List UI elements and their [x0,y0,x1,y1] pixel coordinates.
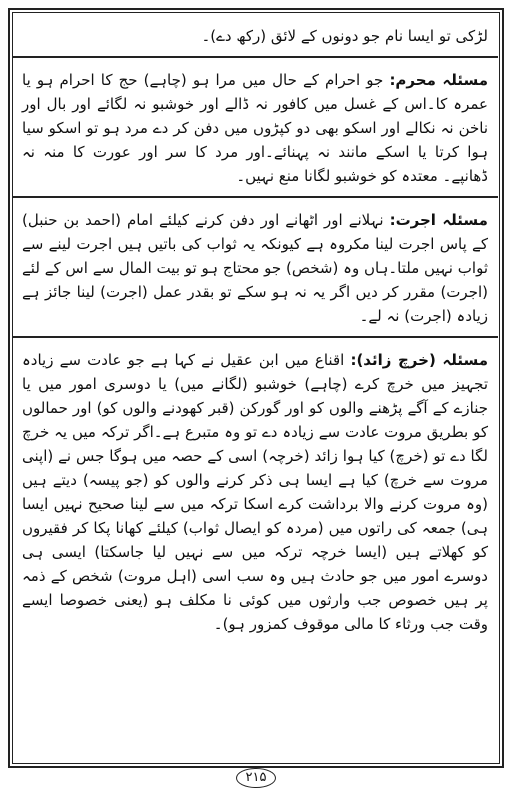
section-ujrat-heading: مسئلہ اجرت: [389,211,488,229]
page-number: ۲۱۵ [236,768,276,788]
section-ujrat-line-1: نہلانے اور اٹھانے اور دفن کرنے کیلئے امام (احمد بن حنبل) کے پاس [22,211,488,253]
section-muhrim-text [22,68,488,188]
section-kharch-line-9: (اہل مروت) شخص کے ذمہ پر ہیں خصوص جب وارثوں میں کوئی نا مکلف ہو (یعنی خصوصا [22,567,488,609]
section-muhrim-heading: مسئلہ محرم: [389,71,488,89]
section-muhrim [22,68,488,188]
section-kharch-line-8: خرچہ ترکہ میں سے نہیں لیا جاسکتا) ایسی ہی دوسرے امور میں جو حادث ہیں وہ سب اسی [22,543,488,585]
section-ujrat-line-4: بقدر عمل (اجرت) لینا جائز ہے زیادہ (اجرت) نہ لے۔ [22,283,488,325]
section-kharch-line-6: پیسہ) دیتے ہیں (وہ مروت کرنے والا برداشت کرے اسکا ترکہ میں سے لینا صحیح نہیں ایسا [22,471,488,513]
section-ujrat [22,208,488,328]
section-divider [12,56,498,58]
section-kharch-line-1: اقناع میں ابن عقیل نے کہا ہے جو عادت سے زیادہ تجہیز میں خرچ [22,351,488,393]
page-content [22,24,488,641]
section-ujrat-line-3: (شخص) جو محتاج ہو تو بیت المال سے اس کے لئے (اجرت) مقرر کر دیں اگر یہ نہ ہو سکے تو [22,259,488,301]
section-kharch-line-10: ایسے وقت جب ورثاء کا مالی موقوف کمزور ہو)۔ [22,591,488,633]
intro-line: لڑکی تو ایسا نام جو دونوں کے لائق (رکھ دے)۔ [201,27,488,45]
section-kharch-line-5: حصہ میں ہوگا جس نے (اپنی مروت سے خرچ) کیا ہے ایسا ہی ذکر کرنے والوں کو (جو [22,447,488,489]
section-kharch-text [22,348,488,636]
section-ujrat-line-2: اجرت لینا مکروہ ہے کیونکہ یہ ثواب کی باتیں ہیں اجرت لینے سے ثواب نہیں ملتا۔ہاں وہ [22,235,488,277]
section-kharch [22,348,488,636]
section-kharch-line-3: والوں کو اور گورکن (قبر کھودنے والوں کو) اور حمالوں کو بطریق مروت عادت سے زیادہ [22,399,488,441]
section-kharch-heading: مسئلہ (خرچ زائد): [350,351,488,369]
section-divider [12,196,498,198]
section-kharch-line-2: کرے (چاہے) خوشبو (لگانے میں) یا دوسری امور میں یا جنازے کے آگے پڑھنے [22,375,488,417]
intro-section [22,24,488,48]
section-muhrim-line-1: جو احرام کے حال میں مرا ہو (چاہے) حج کا احرام ہو یا عمرہ کا۔اس کے غسل [22,71,488,113]
section-muhrim-line-4: ڈھانپے۔ معتدہ کو خوشبو لگانا منع نہیں۔ [236,167,488,185]
section-kharch-line-7: ہی) جمعہ کی راتوں میں (مردہ کو ایصال ثواب) کیلئے کھانا پکا کر فقیروں کو کھلاتے ہیں (ایسا [22,519,488,561]
section-muhrim-line-3: دفن کر دے مرد ہو تو اسکو سیا ہوا کرتا یا اسکے مانند نہ پہنائے۔اور مرد کا سر اور عورت کا منہ نہ [22,119,488,161]
section-kharch-line-4: دے تو وہ متبرع ہے۔اگر ترکہ میں یہ خرچ لگا دے تو (خرچ) کیا ہوا زائد (خرچہ) اسی کے [22,423,488,465]
section-ujrat-text [22,208,488,328]
section-muhrim-line-2: میں کافور نہ ڈالے اور خوشبو نہ لگائے اور بال اور ناخن نہ نکالے اور اسکو بھی دو کپڑوں میں [22,95,488,137]
section-divider [12,336,498,338]
